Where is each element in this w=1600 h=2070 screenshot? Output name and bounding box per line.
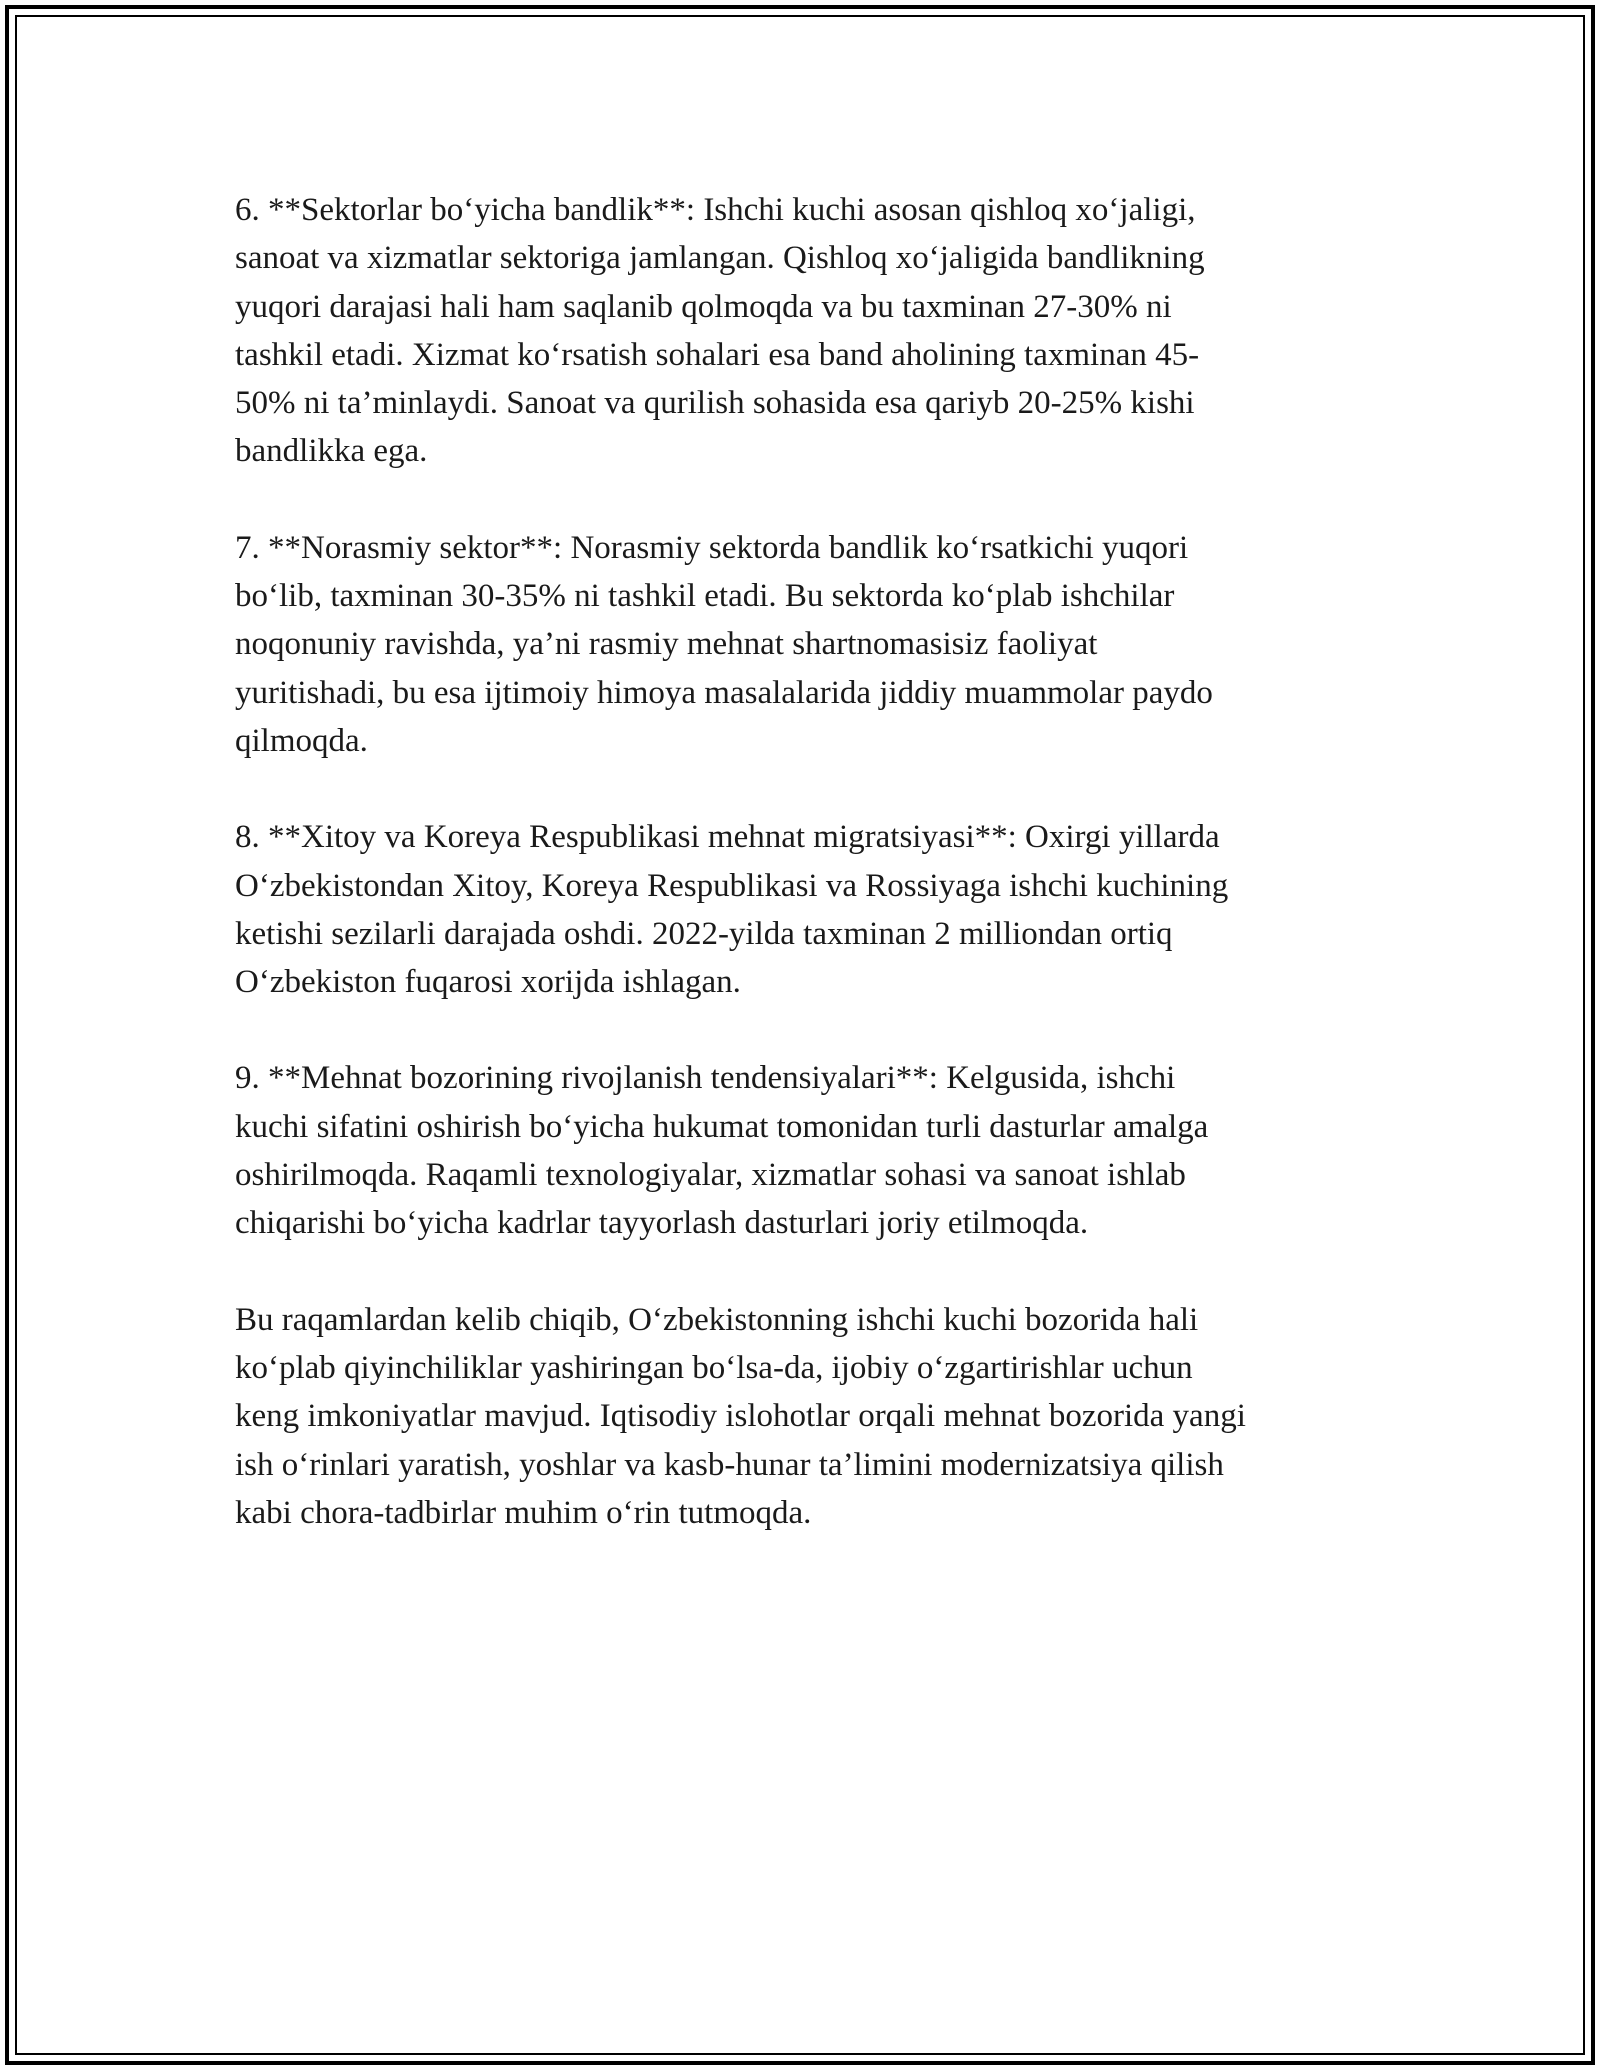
text-line: kuchi sifatini oshirish bo‘yicha hukumat tomonidan turli dasturlar amalga bbox=[235, 1108, 1209, 1145]
text-line: keng imkoniyatlar mavjud. Iqtisodiy islohotlar orqali mehnat bozorida yangi bbox=[235, 1398, 1246, 1435]
paragraph-informal-sector bbox=[235, 524, 1365, 765]
text-line: noqonuniy ravishda, ya’ni rasmiy mehnat shartnomasisiz faoliyat bbox=[235, 626, 1098, 663]
text-line: sanoat va xizmatlar sektoriga jamlangan. Qishloq xo‘jaligida bandlikning bbox=[235, 240, 1205, 277]
text-line: 6. **Sektorlar bo‘yicha bandlik**: Ishchi kuchi asosan qishloq xo‘jaligi, bbox=[235, 192, 1196, 228]
text-line: chiqarishi bo‘yicha kadrlar tayyorlash dasturlari joriy etilmoqda. bbox=[235, 1205, 1089, 1242]
text-line: O‘zbekiston fuqarosi xorijda ishlagan. bbox=[235, 964, 741, 1001]
text-line: ish o‘rinlari yaratish, yoshlar va kasb-hunar ta’limini modernizatsiya qilish bbox=[235, 1446, 1224, 1483]
text-line: 9. **Mehnat bozorining rivojlanish tendensiyalari**: Kelgusida, ishchi bbox=[235, 1060, 1176, 1097]
text-line: ko‘plab qiyinchiliklar yashiringan bo‘lsa-da, ijobiy o‘zgartirishlar uchun bbox=[235, 1349, 1193, 1386]
text-line: 50% ni ta’minlaydi. Sanoat va qurilish sohasida esa qariyb 20-25% kishi bbox=[235, 385, 1195, 422]
text-line: oshirilmoqda. Raqamli texnologiyalar, xizmatlar sohasi va sanoat ishlab bbox=[235, 1157, 1186, 1194]
text-line: bandlikka ega. bbox=[235, 433, 428, 470]
text-line: O‘zbekistondan Xitoy, Koreya Respublikasi va Rossiyaga ishchi kuchining bbox=[235, 867, 1229, 904]
text-line: bo‘lib, taxminan 30-35% ni tashkil etadi. Bu sektorda ko‘plab ishchilar bbox=[235, 578, 1175, 615]
text-line: Bu raqamlardan kelib chiqib, O‘zbekistonning ishchi kuchi bozorida hali bbox=[235, 1301, 1199, 1338]
paragraph-market-trends bbox=[235, 1054, 1365, 1247]
paragraph-labor-migration bbox=[235, 813, 1365, 1006]
text-line: yuqori darajasi hali ham saqlanib qolmoqda va bu taxminan 27-30% ni bbox=[235, 288, 1172, 325]
text-line: 7. **Norasmiy sektor**: Norasmiy sektorda bandlik ko‘rsatkichi yuqori bbox=[235, 529, 1189, 566]
text-line: yuritishadi, bu esa ijtimoiy himoya masalalarida jiddiy muammolar paydo bbox=[235, 674, 1213, 711]
paragraph-conclusion bbox=[235, 1296, 1365, 1537]
text-line: 8. **Xitoy va Koreya Respublikasi mehnat migratsiyasi**: Oxirgi yillarda bbox=[235, 819, 1220, 856]
text-line: tashkil etadi. Xizmat ko‘rsatish sohalari esa band aholining taxminan 45- bbox=[235, 336, 1200, 373]
document-body bbox=[235, 186, 1365, 1585]
text-line: kabi chora-tadbirlar muhim o‘rin tutmoqda. bbox=[235, 1494, 812, 1531]
paragraph-sectors bbox=[235, 186, 1365, 476]
text-line: qilmoqda. bbox=[235, 722, 368, 759]
text-line: ketishi sezilarli darajada oshdi. 2022-yilda taxminan 2 milliondan ortiq bbox=[235, 915, 1173, 952]
